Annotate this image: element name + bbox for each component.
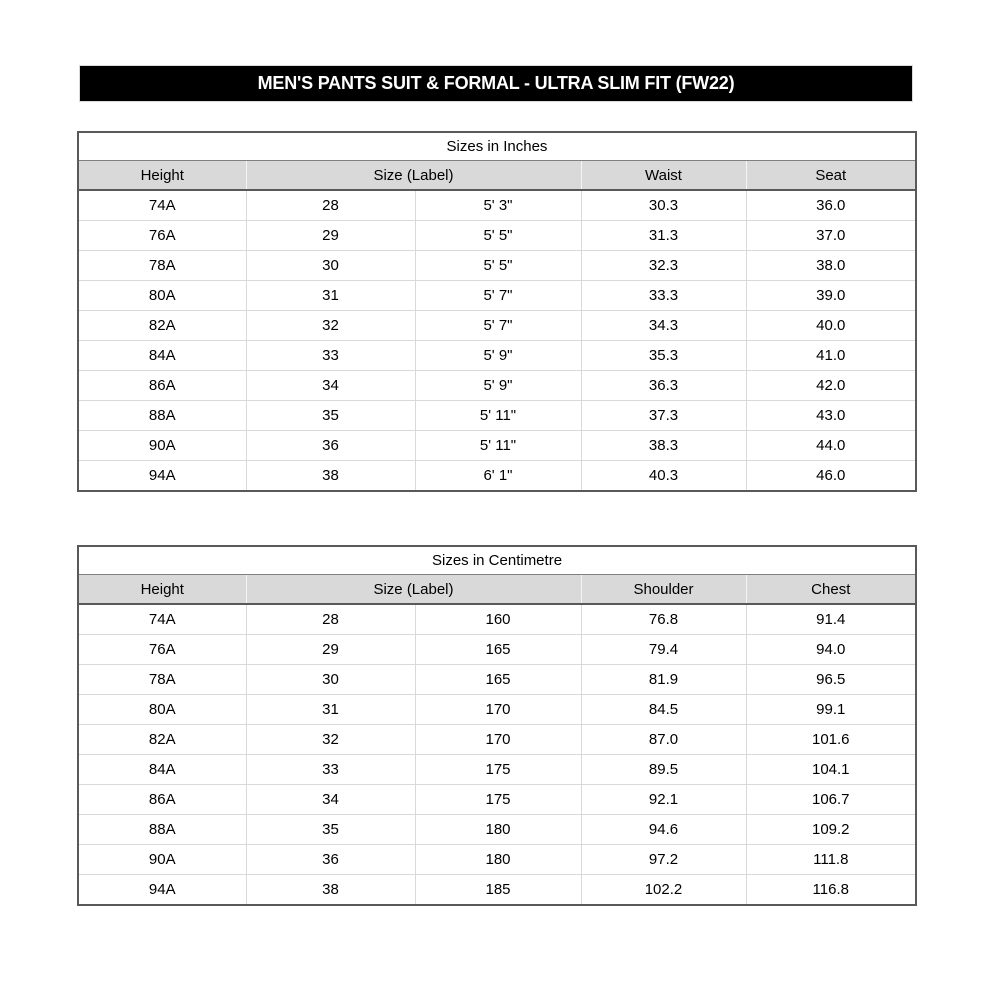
table-row	[78, 461, 916, 492]
table-cell: 32	[246, 725, 415, 755]
table-cell: 43.0	[746, 401, 916, 431]
table-row	[78, 281, 916, 311]
table-cell: 91.4	[746, 604, 916, 635]
table-cell: 90A	[78, 845, 246, 875]
table-cell: 82A	[78, 311, 246, 341]
table-cell: 185	[415, 875, 581, 906]
table-cell: 88A	[78, 401, 246, 431]
table-cell: 92.1	[581, 785, 746, 815]
table-cell: 5' 9"	[415, 341, 581, 371]
table-cell: 80A	[78, 281, 246, 311]
table-cell: 86A	[78, 371, 246, 401]
table-cell: 94A	[78, 875, 246, 906]
table-cell: 104.1	[746, 755, 916, 785]
table-cell: 38.0	[746, 251, 916, 281]
table-cell: 5' 7"	[415, 311, 581, 341]
table-cell: 29	[246, 221, 415, 251]
table-cell: 32.3	[581, 251, 746, 281]
table-header-row	[78, 575, 916, 605]
table-header-row	[78, 161, 916, 191]
table-cell: 6' 1"	[415, 461, 581, 492]
table-cell: 40.3	[581, 461, 746, 492]
table-cell: 170	[415, 725, 581, 755]
table-cell: 29	[246, 635, 415, 665]
table-row	[78, 755, 916, 785]
table-row	[78, 665, 916, 695]
table-row	[78, 401, 916, 431]
table-cell: 111.8	[746, 845, 916, 875]
table-cell: 88A	[78, 815, 246, 845]
table-cell: 5' 11"	[415, 431, 581, 461]
table-cell: 81.9	[581, 665, 746, 695]
table-cell: 36	[246, 845, 415, 875]
table-cell: 170	[415, 695, 581, 725]
table-cell: 180	[415, 845, 581, 875]
table-cell: 37.3	[581, 401, 746, 431]
table-row	[78, 221, 916, 251]
table-cell: 79.4	[581, 635, 746, 665]
table-cell: 160	[415, 604, 581, 635]
table-cell: 5' 5"	[415, 251, 581, 281]
table-cell: 36.0	[746, 190, 916, 221]
table-cell: 33	[246, 755, 415, 785]
table-cell: 76A	[78, 635, 246, 665]
table-cell: 84.5	[581, 695, 746, 725]
table-cell: 180	[415, 815, 581, 845]
page-title: MEN'S PANTS SUIT & FORMAL - ULTRA SLIM FIT (FW22)	[257, 73, 735, 93]
table-cell: 109.2	[746, 815, 916, 845]
table-cell: 116.8	[746, 875, 916, 906]
table-cell: 84A	[78, 341, 246, 371]
table-cell: 31	[246, 281, 415, 311]
table-cell: 80A	[78, 695, 246, 725]
table-cell: 5' 7"	[415, 281, 581, 311]
table-cell: 30	[246, 251, 415, 281]
table-row	[78, 785, 916, 815]
table-cell: 106.7	[746, 785, 916, 815]
table-cell: 76A	[78, 221, 246, 251]
table-cell: 41.0	[746, 341, 916, 371]
table-cell: 74A	[78, 190, 246, 221]
table-cell: 78A	[78, 665, 246, 695]
table-cell: 38	[246, 461, 415, 492]
table-cell: 42.0	[746, 371, 916, 401]
table-cell: 32	[246, 311, 415, 341]
table-cell: 87.0	[581, 725, 746, 755]
table-row	[78, 251, 916, 281]
table-cell: 165	[415, 665, 581, 695]
table-cell: 28	[246, 190, 415, 221]
table-cell: 97.2	[581, 845, 746, 875]
table-row	[78, 431, 916, 461]
table-row	[78, 695, 916, 725]
table-cell: 36.3	[581, 371, 746, 401]
table-row	[78, 371, 916, 401]
table-row	[78, 815, 916, 845]
table-cell: 30.3	[581, 190, 746, 221]
table-cell: 30	[246, 665, 415, 695]
table-row	[78, 875, 916, 906]
title-bar	[80, 66, 912, 101]
table-row	[78, 845, 916, 875]
table-caption-row	[78, 132, 916, 161]
table-cell: 82A	[78, 725, 246, 755]
table-row	[78, 190, 916, 221]
table-cell: 94.6	[581, 815, 746, 845]
column-header: Shoulder	[581, 575, 746, 605]
table-cell: 102.2	[581, 875, 746, 906]
table-cell: 89.5	[581, 755, 746, 785]
table-cell: 101.6	[746, 725, 916, 755]
table-cell: 38.3	[581, 431, 746, 461]
table-row	[78, 341, 916, 371]
table-cell: 5' 9"	[415, 371, 581, 401]
table-cell: 33.3	[581, 281, 746, 311]
table-cell: 35.3	[581, 341, 746, 371]
column-header: Chest	[746, 575, 916, 605]
table-cell: 28	[246, 604, 415, 635]
table-row	[78, 311, 916, 341]
column-header: Seat	[746, 161, 916, 191]
table-caption: Sizes in Inches	[78, 132, 916, 161]
table-cell: 31	[246, 695, 415, 725]
table-caption: Sizes in Centimetre	[78, 546, 916, 575]
table-cell: 39.0	[746, 281, 916, 311]
table-cell: 5' 11"	[415, 401, 581, 431]
table-cell: 33	[246, 341, 415, 371]
table-cell: 99.1	[746, 695, 916, 725]
table-cell: 5' 5"	[415, 221, 581, 251]
table-cell: 34.3	[581, 311, 746, 341]
table-cell: 96.5	[746, 665, 916, 695]
column-header: Size (Label)	[246, 161, 581, 191]
table-cell: 35	[246, 401, 415, 431]
table-cell: 35	[246, 815, 415, 845]
table-cell: 94A	[78, 461, 246, 492]
table-cell: 38	[246, 875, 415, 906]
table-cell: 31.3	[581, 221, 746, 251]
table-cell: 76.8	[581, 604, 746, 635]
table-cell: 46.0	[746, 461, 916, 492]
table-cell: 5' 3"	[415, 190, 581, 221]
table-cell: 34	[246, 785, 415, 815]
table-cell: 40.0	[746, 311, 916, 341]
column-header: Size (Label)	[246, 575, 581, 605]
table-cell: 84A	[78, 755, 246, 785]
table-cell: 37.0	[746, 221, 916, 251]
table-row	[78, 604, 916, 635]
table-caption-row	[78, 546, 916, 575]
table-row	[78, 635, 916, 665]
table-row	[78, 725, 916, 755]
table-cell: 165	[415, 635, 581, 665]
column-header: Height	[78, 161, 246, 191]
table-cell: 175	[415, 785, 581, 815]
table-cell: 78A	[78, 251, 246, 281]
table-cell: 34	[246, 371, 415, 401]
table-cell: 86A	[78, 785, 246, 815]
column-header: Waist	[581, 161, 746, 191]
column-header: Height	[78, 575, 246, 605]
table-cell: 44.0	[746, 431, 916, 461]
table-cell: 94.0	[746, 635, 916, 665]
table-cell: 74A	[78, 604, 246, 635]
sizes-in-centimetre-table	[77, 545, 917, 906]
table-cell: 175	[415, 755, 581, 785]
sizes-in-inches-table	[77, 131, 917, 492]
table-cell: 90A	[78, 431, 246, 461]
table-cell: 36	[246, 431, 415, 461]
